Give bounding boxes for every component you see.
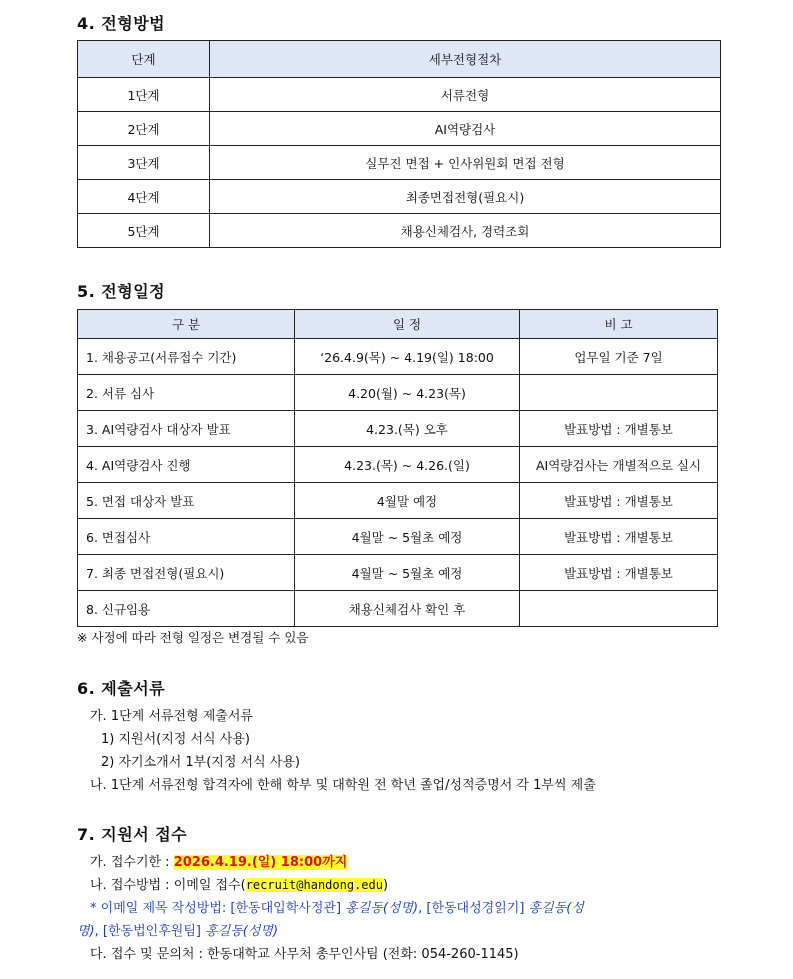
documents-line-a: 가. 1단계 서류전형 제출서류: [90, 709, 253, 724]
category-cell: 8. 신규임용: [78, 591, 295, 627]
section-4-title: 4. 전형방법: [77, 14, 166, 33]
remark-cell: [520, 591, 718, 627]
subject-name-2a: 홍길동(성: [528, 901, 584, 916]
method-line: [90, 874, 388, 893]
schedule-note: ※ 사정에 따라 전형 일정은 변경될 수 있음: [77, 630, 309, 645]
header-cell: 세부전형절차: [210, 41, 721, 78]
schedule-cell: 4월말 예정: [295, 483, 520, 519]
procedure-cell: 최종면접전형(필요시): [210, 180, 721, 214]
subject-mid: , [한동대성경읽기]: [418, 901, 529, 916]
method-label: 나. 접수방법 : 이메일 접수(: [90, 878, 246, 893]
category-cell: 2. 서류 심사: [78, 375, 295, 411]
table-row: [78, 555, 718, 591]
subject-name-3: 홍길동(성명): [205, 924, 279, 939]
subject-label: * 이메일 제목 작성방법: [한동대입학사정관]: [90, 901, 346, 916]
table-header-row: [78, 310, 718, 339]
schedule-cell: 채용신체검사 확인 후: [295, 591, 520, 627]
table-row: [78, 214, 721, 248]
schedule-table: [77, 309, 718, 627]
table-row: [78, 519, 718, 555]
remark-cell: [520, 375, 718, 411]
schedule-cell: 4월말 ~ 5월초 예정: [295, 555, 520, 591]
subject-name-2b: 명): [77, 924, 95, 939]
procedure-cell: 서류전형: [210, 78, 721, 112]
header-cell: 일 정: [295, 310, 520, 339]
procedure-cell: 채용신체검사, 경력조회: [210, 214, 721, 248]
stage-cell: 1단계: [78, 78, 210, 112]
category-cell: 4. AI역량검사 진행: [78, 447, 295, 483]
stage-cell: 5단계: [78, 214, 210, 248]
schedule-cell: 4.20(월) ~ 4.23(목): [295, 375, 520, 411]
table-row: [78, 78, 721, 112]
remark-cell: 발표방법 : 개별통보: [520, 411, 718, 447]
section-7-title: 7. 지원서 접수: [77, 825, 188, 844]
table-header-row: [78, 41, 721, 78]
stage-cell: 3단계: [78, 146, 210, 180]
deadline-value: 2026.4.19.(일) 18:00까지: [173, 855, 348, 870]
category-cell: 7. 최종 면접전형(필요시): [78, 555, 295, 591]
remark-cell: 발표방법 : 개별통보: [520, 483, 718, 519]
schedule-cell: ‘26.4.9(목) ~ 4.19(일) 18:00: [295, 339, 520, 375]
stage-cell: 2단계: [78, 112, 210, 146]
documents-line-b: 나. 1단계 서류전형 합격자에 한해 학부 및 대학원 전 학년 졸업/성적증명서 각 1부씩 제출: [90, 778, 596, 793]
category-cell: 3. AI역량검사 대상자 발표: [78, 411, 295, 447]
procedure-cell: 실무진 면접 + 인사위원회 면접 전형: [210, 146, 721, 180]
category-cell: 5. 면접 대상자 발표: [78, 483, 295, 519]
schedule-cell: 4.23.(목) 오후: [295, 411, 520, 447]
remark-cell: 업무일 기준 7일: [520, 339, 718, 375]
header-cell: 비 고: [520, 310, 718, 339]
table-row: [78, 339, 718, 375]
stage-cell: 4단계: [78, 180, 210, 214]
table-row: [78, 180, 721, 214]
contact-line: 다. 접수 및 문의처 : 한동대학교 사무처 총무인사팀 (전화: 054-260-1145): [90, 947, 519, 962]
method-close: ): [382, 878, 389, 893]
section-5-title: 5. 전형일정: [77, 282, 166, 301]
procedure-cell: AI역량검사: [210, 112, 721, 146]
header-cell: 구 분: [78, 310, 295, 339]
schedule-cell: 4월말 ~ 5월초 예정: [295, 519, 520, 555]
category-cell: 1. 채용공고(서류접수 기간): [78, 339, 295, 375]
schedule-cell: 4.23.(목) ~ 4.26.(일): [295, 447, 520, 483]
subject-name-1: 홍길동(성명): [345, 901, 419, 916]
header-cell: 단계: [78, 41, 210, 78]
table-row: [78, 146, 721, 180]
table-row: [78, 591, 718, 627]
table-row: [78, 375, 718, 411]
subject-line-1: [90, 897, 584, 916]
remark-cell: 발표방법 : 개별통보: [520, 519, 718, 555]
documents-item-1: 1) 지원서(지정 서식 사용): [101, 732, 250, 747]
remark-cell: AI역량검사는 개별적으로 실시: [520, 447, 718, 483]
table-row: [78, 411, 718, 447]
deadline-label: 가. 접수기한 :: [90, 855, 174, 870]
remark-cell: 발표방법 : 개별통보: [520, 555, 718, 591]
email-link[interactable]: recruit@handong.edu: [245, 878, 383, 892]
category-cell: 6. 면접심사: [78, 519, 295, 555]
subject-line-2: [77, 920, 278, 939]
method-table: [77, 40, 721, 248]
table-row: [78, 483, 718, 519]
table-row: [78, 112, 721, 146]
subject-mid-2: , [한동법인후원팀]: [94, 924, 206, 939]
table-row: [78, 447, 718, 483]
deadline-line: [90, 851, 347, 870]
documents-item-2: 2) 자기소개서 1부(지정 서식 사용): [101, 755, 300, 770]
section-6-title: 6. 제출서류: [77, 679, 166, 698]
